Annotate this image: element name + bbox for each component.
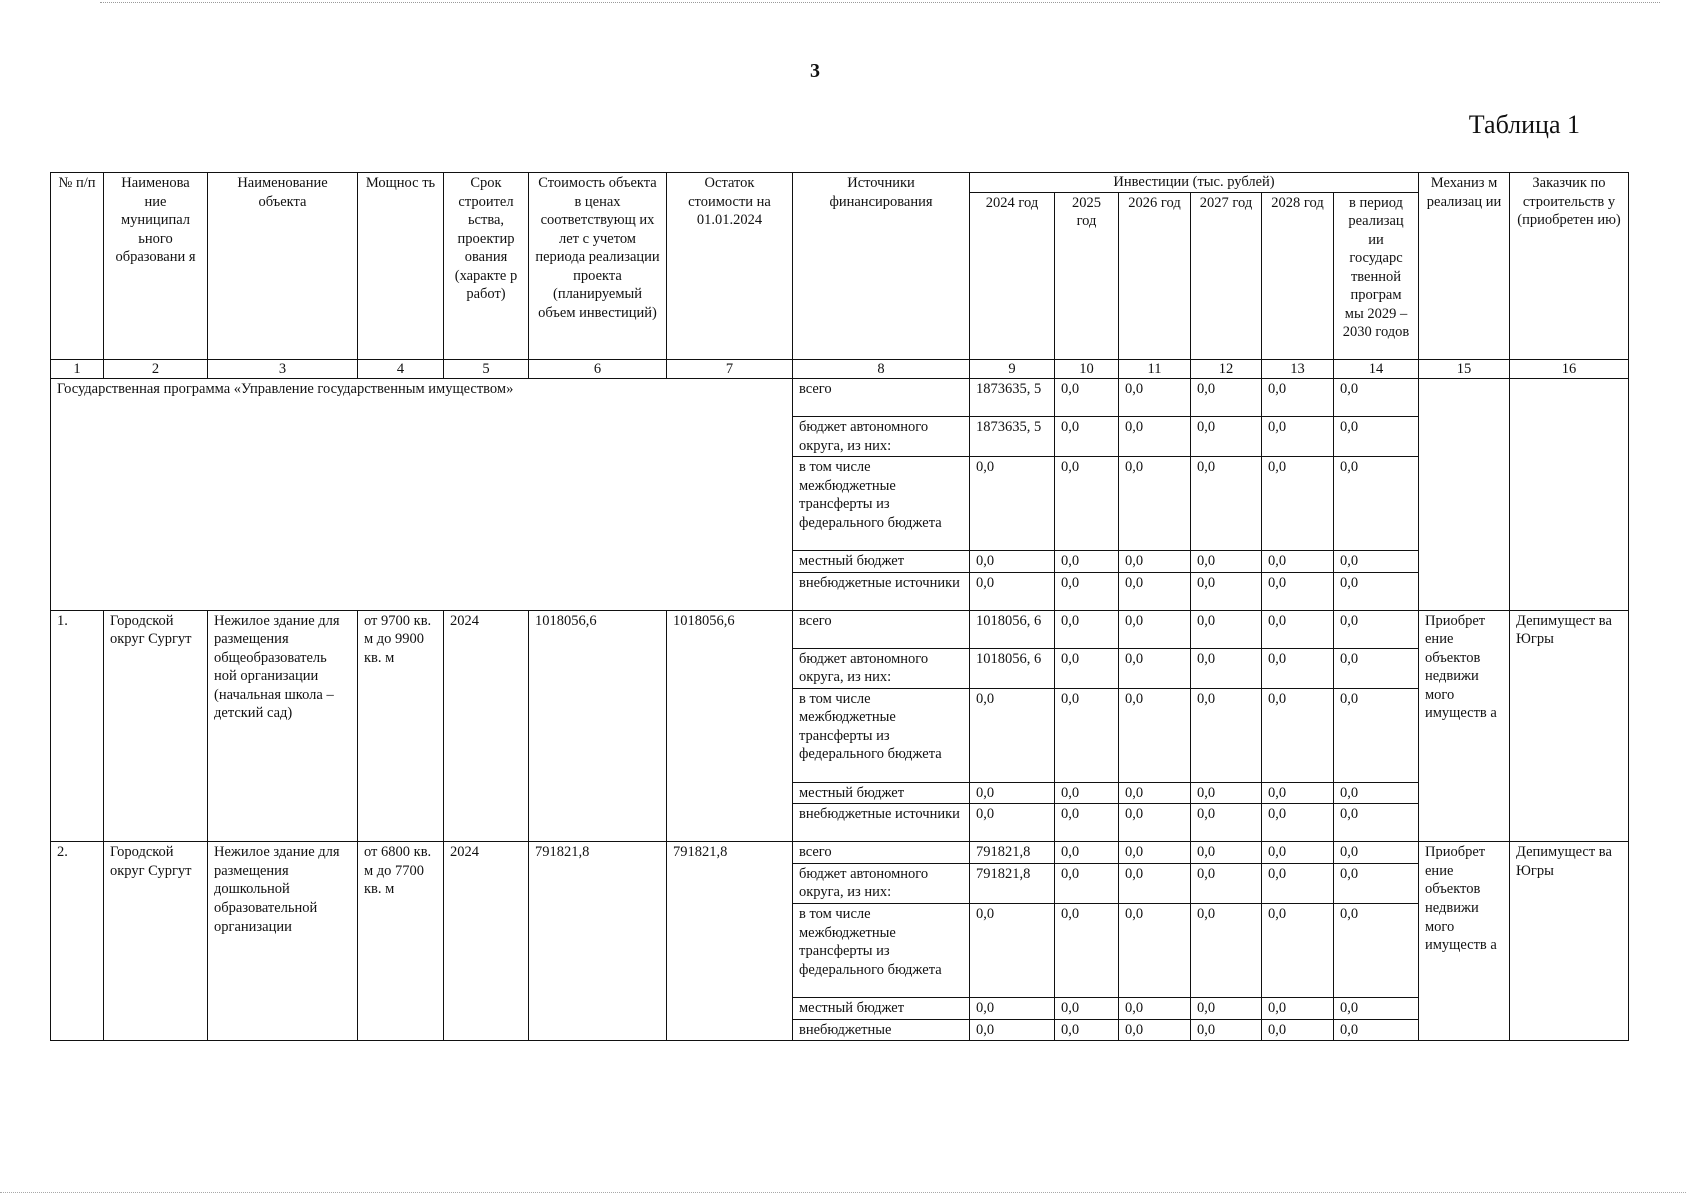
value-cell: 0,0 [1191,998,1262,1020]
value-cell: 0,0 [1119,688,1191,782]
value-cell: 0,0 [1334,610,1419,648]
value-cell: 0,0 [1191,551,1262,573]
column-number-row [51,359,1629,379]
value-cell: 0,0 [1191,904,1262,998]
header-mechanism: Механиз м реализац ии [1419,173,1510,360]
value-cell: 0,0 [1191,379,1262,417]
value-cell: 0,0 [1191,804,1262,842]
col-number: 7 [667,359,793,379]
header-cost: Стоимость объекта в ценах соответствующ их лет с учетом периода реализации проекта (планируемый объем инвестиций) [529,173,667,360]
value-cell: 0,0 [1119,417,1191,457]
program-mechanism-cell [1419,379,1510,611]
col-number: 4 [358,359,444,379]
object-name: Нежилое здание для размещения общеобразователь ной организации (начальная школа – детский сад) [208,610,358,842]
value-cell: 0,0 [1119,572,1191,610]
value-cell: 0,0 [1334,782,1419,804]
value-cell: 0,0 [1334,457,1419,551]
header-year-2027: 2027 год [1191,192,1262,359]
object-term: 2024 [444,610,529,842]
value-cell: 0,0 [1119,379,1191,417]
source-cell: местный бюджет [793,782,970,804]
header-investments: Инвестиции (тыс. рублей) [970,173,1419,193]
value-cell: 0,0 [1191,688,1262,782]
value-cell: 0,0 [1191,782,1262,804]
value-cell: 0,0 [1055,457,1119,551]
value-cell: 0,0 [970,551,1055,573]
object-customer: Депимущест ва Югры [1510,842,1629,1041]
object-name: Нежилое здание для размещения дошкольной образовательной организации [208,842,358,1041]
value-cell: 0,0 [1119,551,1191,573]
value-cell: 0,0 [1262,782,1334,804]
value-cell: 0,0 [1119,648,1191,688]
col-number: 10 [1055,359,1119,379]
value-cell: 1873635, 5 [970,379,1055,417]
col-number: 9 [970,359,1055,379]
value-cell: 0,0 [1055,863,1119,903]
program-customer-cell [1510,379,1629,611]
value-cell: 0,0 [1055,417,1119,457]
object-row [51,610,1629,648]
value-cell: 0,0 [1191,610,1262,648]
col-number: 16 [1510,359,1629,379]
col-number: 3 [208,359,358,379]
source-cell: внебюджетные источники [793,572,970,610]
value-cell: 0,0 [1119,842,1191,864]
value-cell: 0,0 [1055,804,1119,842]
table-body [51,173,1629,1041]
value-cell: 0,0 [1055,648,1119,688]
value-cell: 0,0 [1119,1019,1191,1041]
header-municipality: Наименова ние муниципал ьного образовани я [104,173,208,360]
col-number: 12 [1191,359,1262,379]
source-cell: в том числе межбюджетные трансферты из федерального бюджета [793,904,970,998]
col-number: 6 [529,359,667,379]
object-num: 1. [51,610,104,842]
header-sources: Источники финансирования [793,173,970,360]
value-cell: 0,0 [970,998,1055,1020]
value-cell: 0,0 [1334,904,1419,998]
value-cell: 791821,8 [970,842,1055,864]
value-cell: 0,0 [1262,551,1334,573]
col-number: 2 [104,359,208,379]
header-year-2028: 2028 год [1262,192,1334,359]
header-year-2024: 2024 год [970,192,1055,359]
source-cell: местный бюджет [793,551,970,573]
value-cell: 0,0 [1055,551,1119,573]
object-municipality: Городской округ Сургут [104,842,208,1041]
object-row [51,842,1629,864]
object-cost: 1018056,6 [529,610,667,842]
col-number: 11 [1119,359,1191,379]
value-cell: 0,0 [1055,842,1119,864]
value-cell: 0,0 [1055,998,1119,1020]
header-year-2025: 2025 год [1055,192,1119,359]
scan-edge-bottom [0,1192,1686,1195]
value-cell: 0,0 [970,904,1055,998]
value-cell: 0,0 [1262,998,1334,1020]
value-cell: 0,0 [1262,648,1334,688]
value-cell: 0,0 [1119,782,1191,804]
value-cell: 0,0 [1262,610,1334,648]
value-cell: 0,0 [1262,904,1334,998]
value-cell: 0,0 [1191,863,1262,903]
page-number: 3 [810,60,820,82]
object-municipality: Городской округ Сургут [104,610,208,842]
value-cell: 0,0 [1262,863,1334,903]
source-cell: внебюджетные источники [793,804,970,842]
value-cell: 0,0 [1262,804,1334,842]
source-cell: местный бюджет [793,998,970,1020]
value-cell: 1018056, 6 [970,648,1055,688]
value-cell: 0,0 [1334,417,1419,457]
col-number: 8 [793,359,970,379]
value-cell: 0,0 [1334,379,1419,417]
value-cell: 1018056, 6 [970,610,1055,648]
value-cell: 0,0 [1334,998,1419,1020]
header-num: № п/п [51,173,104,360]
program-row [51,379,1629,417]
value-cell: 0,0 [1055,379,1119,417]
col-number: 15 [1419,359,1510,379]
object-capacity: от 9700 кв. м до 9900 кв. м [358,610,444,842]
value-cell: 0,0 [1334,551,1419,573]
value-cell: 0,0 [1191,572,1262,610]
object-mechanism: Приобрет ение объектов недвижи мого имуществ а [1419,842,1510,1041]
value-cell: 0,0 [970,572,1055,610]
header-period: в период реализац ии государс твенной програм мы 2029 – 2030 годов [1334,192,1419,359]
value-cell: 0,0 [970,688,1055,782]
scan-edge-top [100,2,1660,5]
value-cell: 0,0 [1191,457,1262,551]
value-cell: 0,0 [1119,804,1191,842]
object-balance: 1018056,6 [667,610,793,842]
value-cell: 0,0 [1119,904,1191,998]
value-cell: 0,0 [1262,1019,1334,1041]
value-cell: 0,0 [1119,863,1191,903]
value-cell: 0,0 [1055,904,1119,998]
value-cell: 0,0 [1119,610,1191,648]
value-cell: 0,0 [1262,842,1334,864]
object-num: 2. [51,842,104,1041]
col-number: 1 [51,359,104,379]
value-cell: 0,0 [1334,804,1419,842]
header-term: Срок строител ьства, проектир ования (характе р работ) [444,173,529,360]
value-cell: 0,0 [1055,688,1119,782]
object-cost: 791821,8 [529,842,667,1041]
value-cell: 791821,8 [970,863,1055,903]
value-cell: 0,0 [1334,572,1419,610]
value-cell: 0,0 [1334,842,1419,864]
value-cell: 0,0 [1191,842,1262,864]
value-cell: 0,0 [1262,457,1334,551]
value-cell: 0,0 [1334,648,1419,688]
value-cell: 0,0 [970,782,1055,804]
source-cell: всего [793,379,970,417]
value-cell: 0,0 [1191,1019,1262,1041]
value-cell: 0,0 [1191,648,1262,688]
source-cell: внебюджетные [793,1019,970,1041]
value-cell: 0,0 [1262,417,1334,457]
value-cell: 1873635, 5 [970,417,1055,457]
source-cell: бюджет автономного округа, из них: [793,417,970,457]
header-capacity: Мощнос ть [358,173,444,360]
object-mechanism: Приобрет ение объектов недвижи мого имуществ а [1419,610,1510,842]
header-balance: Остаток стоимости на 01.01.2024 [667,173,793,360]
value-cell: 0,0 [1055,610,1119,648]
value-cell: 0,0 [1262,572,1334,610]
source-cell: всего [793,842,970,864]
investment-table [50,172,1629,1041]
header-row [51,173,1629,193]
value-cell: 0,0 [1119,998,1191,1020]
source-cell: в том числе межбюджетные трансферты из федерального бюджета [793,457,970,551]
value-cell: 0,0 [970,457,1055,551]
value-cell: 0,0 [1055,572,1119,610]
value-cell: 0,0 [1334,863,1419,903]
value-cell: 0,0 [1262,379,1334,417]
source-cell: всего [793,610,970,648]
col-number: 14 [1334,359,1419,379]
header-customer: Заказчик по строительств у (приобретен ию) [1510,173,1629,360]
value-cell: 0,0 [1334,1019,1419,1041]
source-cell: бюджет автономного округа, из них: [793,863,970,903]
value-cell: 0,0 [1191,417,1262,457]
object-customer: Депимущест ва Югры [1510,610,1629,842]
source-cell: в том числе межбюджетные трансферты из федерального бюджета [793,688,970,782]
header-year-2026: 2026 год [1119,192,1191,359]
value-cell: 0,0 [1119,457,1191,551]
col-number: 13 [1262,359,1334,379]
value-cell: 0,0 [1334,688,1419,782]
object-balance: 791821,8 [667,842,793,1041]
object-term: 2024 [444,842,529,1041]
value-cell: 0,0 [1055,1019,1119,1041]
col-number: 5 [444,359,529,379]
table-caption: Таблица 1 [1468,110,1580,139]
value-cell: 0,0 [1055,782,1119,804]
value-cell: 0,0 [1262,688,1334,782]
program-title: Государственная программа «Управление государственным имуществом» [51,379,793,611]
value-cell: 0,0 [970,1019,1055,1041]
header-object: Наименование объекта [208,173,358,360]
object-capacity: от 6800 кв. м до 7700 кв. м [358,842,444,1041]
source-cell: бюджет автономного округа, из них: [793,648,970,688]
value-cell: 0,0 [970,804,1055,842]
